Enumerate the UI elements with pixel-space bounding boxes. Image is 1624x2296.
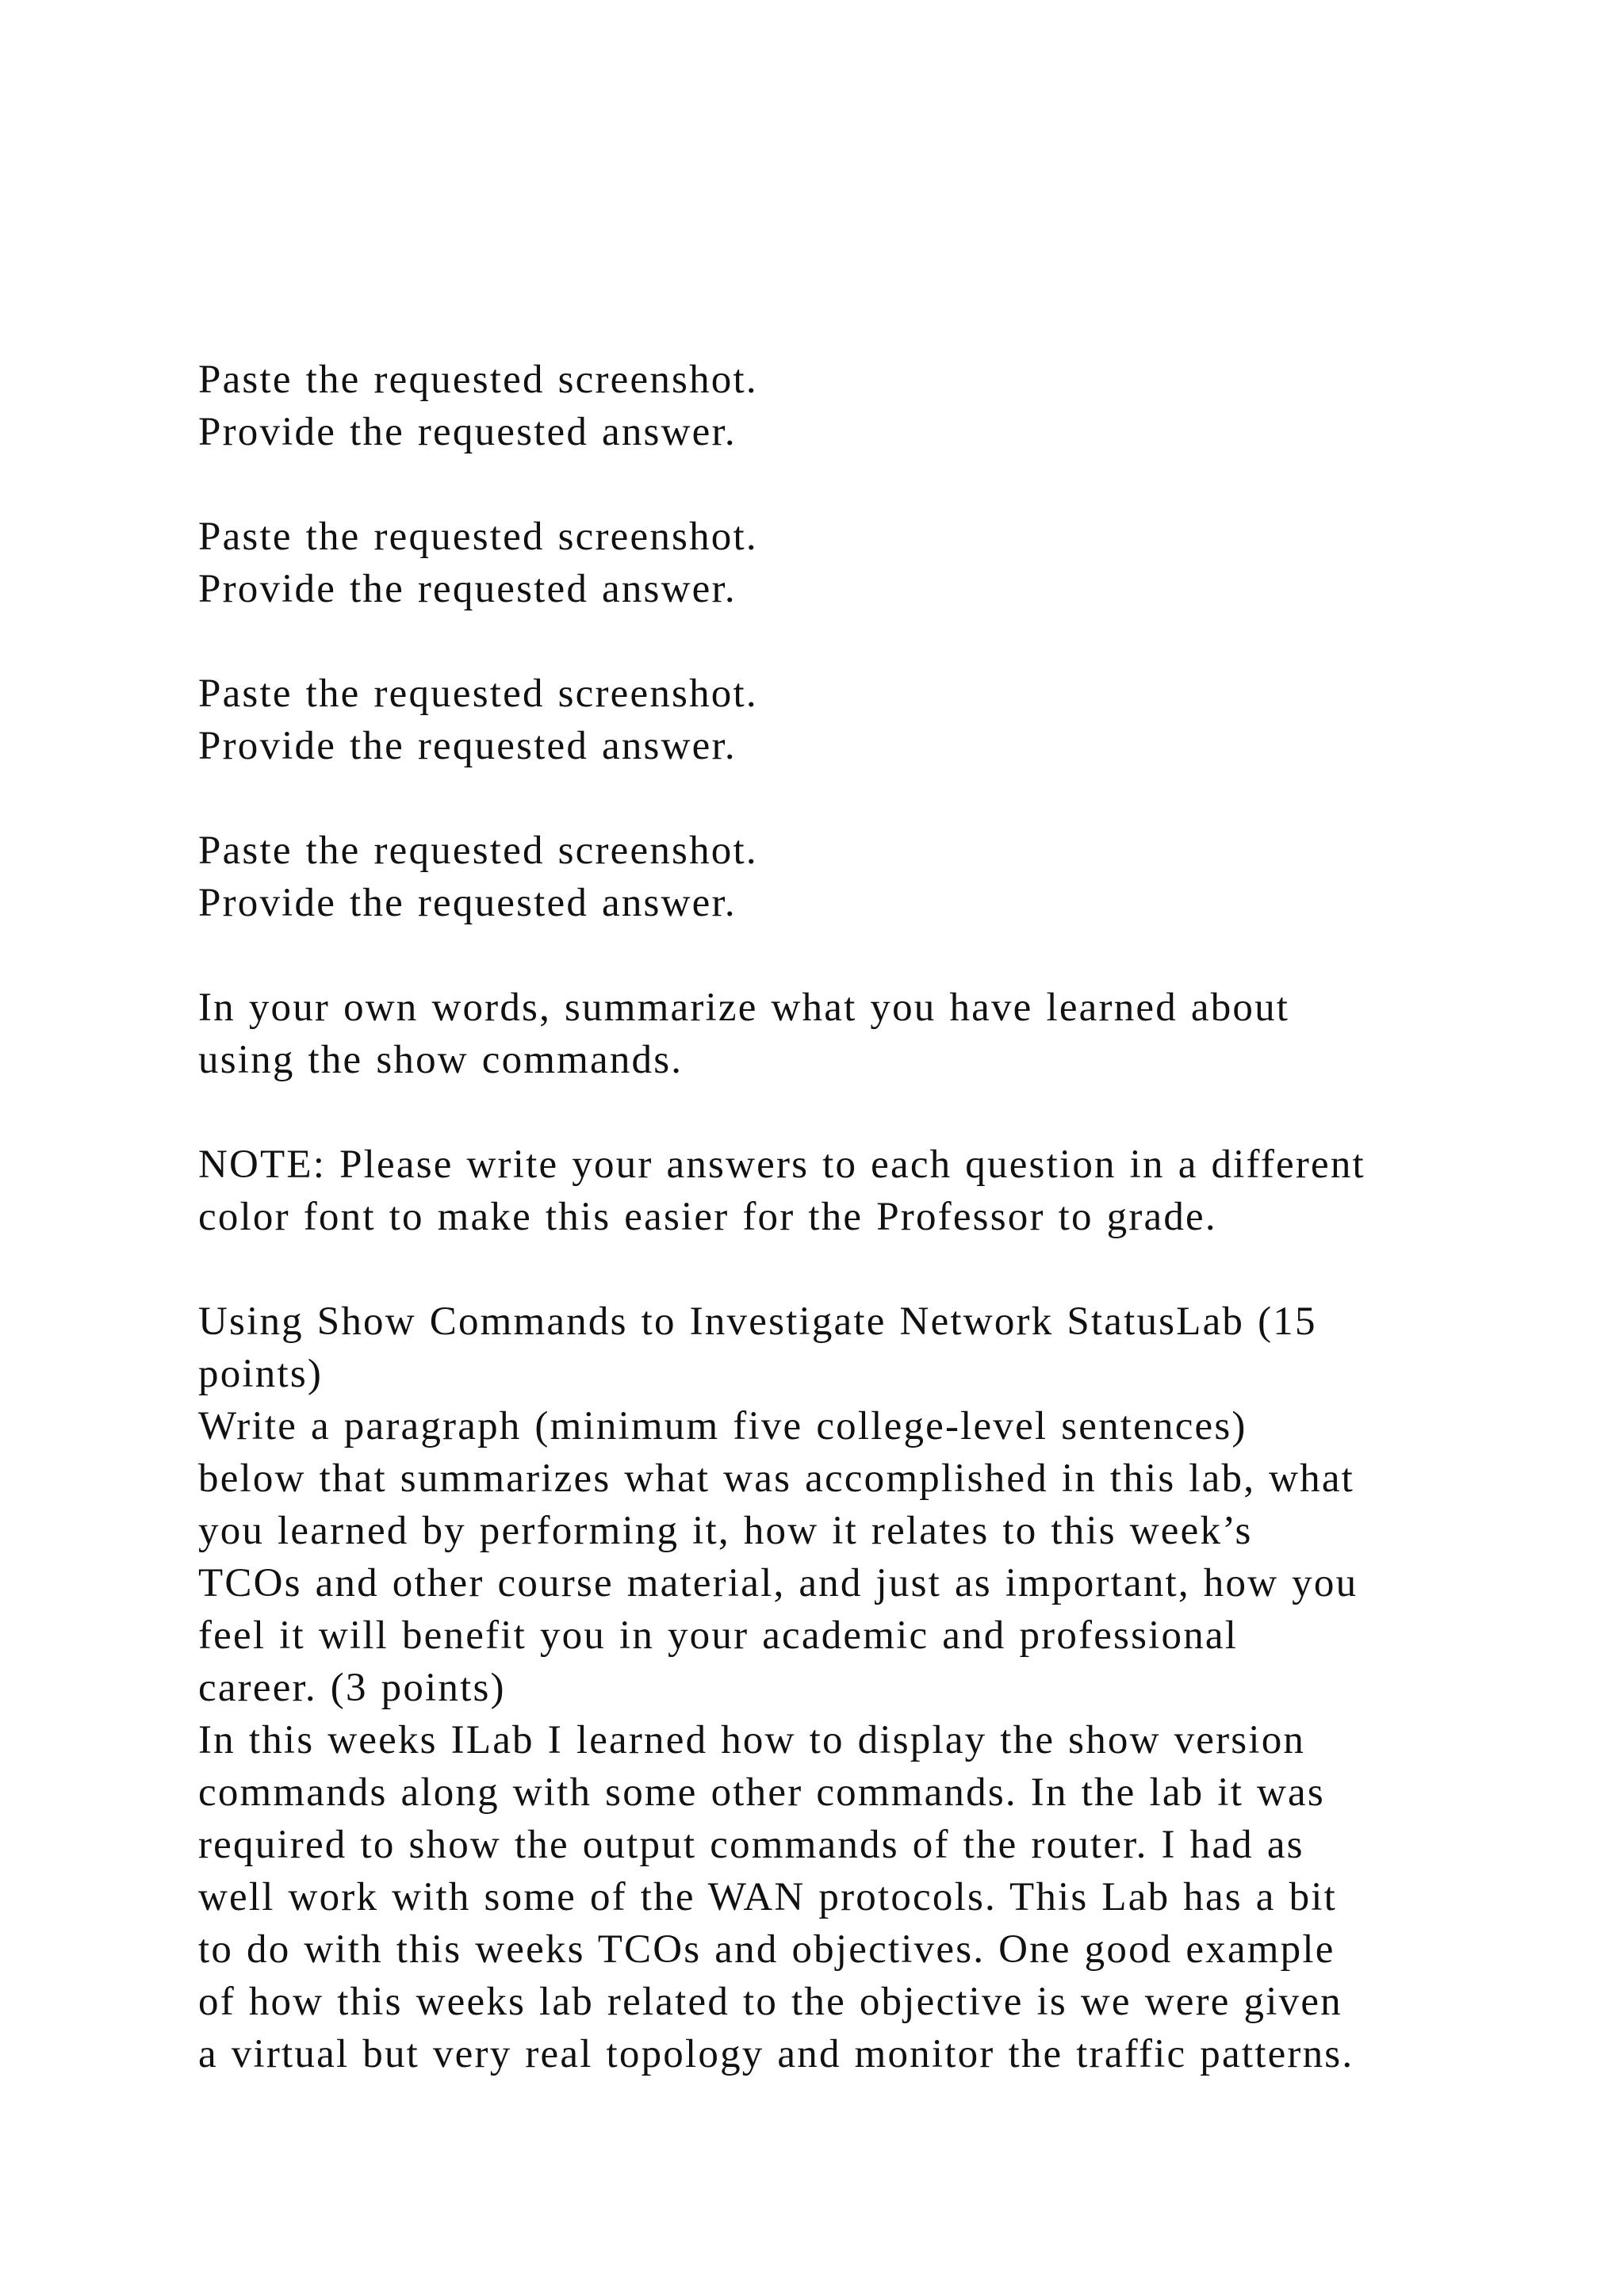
blank-line	[198, 458, 1530, 511]
answer-line: In this weeks ILab I learned how to display the show version	[198, 1718, 1306, 1762]
text-line: In your own words, summarize what you have learned about	[198, 985, 1290, 1030]
answer-line: a virtual but very real topology and monitor the traffic patterns.	[198, 2032, 1354, 2076]
answer-line: required to show the output commands of the router. I had as	[198, 1823, 1304, 1867]
answer-line: to do with this weeks TCOs and objectives. One good example	[198, 1927, 1335, 1972]
text-line: Paste the requested screenshot.	[198, 515, 758, 559]
note-line: NOTE: Please write your answers to each question in a different	[198, 1142, 1365, 1187]
lab-title-line: Using Show Commands to Investigate Network StatusLab (15	[198, 1299, 1317, 1344]
lab-title-line: points)	[198, 1352, 324, 1396]
blank-line	[198, 929, 1530, 982]
answer-line: well work with some of the WAN protocols. This Lab has a bit	[198, 1875, 1338, 1919]
text-line: Paste the requested screenshot.	[198, 828, 758, 873]
text-line: Provide the requested answer.	[198, 410, 737, 454]
instruction-line: feel it will benefit you in your academic and professional	[198, 1613, 1239, 1658]
blank-line	[198, 772, 1530, 825]
blank-line	[198, 1243, 1530, 1295]
text-line: using the show commands.	[198, 1038, 684, 1082]
document-page	[198, 354, 1530, 2080]
text-line: Paste the requested screenshot.	[198, 358, 758, 402]
note-line: color font to make this easier for the Professor to grade.	[198, 1195, 1217, 1239]
instruction-line: Write a paragraph (minimum five college-level sentences)	[198, 1404, 1247, 1448]
answer-line: commands along with some other commands. In the lab it was	[198, 1770, 1325, 1815]
blank-line	[198, 615, 1530, 668]
text-line: Paste the requested screenshot.	[198, 672, 758, 716]
blank-line	[198, 1086, 1530, 1138]
instruction-line: you learned by performing it, how it relates to this week’s	[198, 1509, 1253, 1553]
text-line: Provide the requested answer.	[198, 881, 737, 925]
instruction-line: career. (3 points)	[198, 1666, 506, 1710]
text-line: Provide the requested answer.	[198, 724, 737, 768]
instruction-line: TCOs and other course material, and just as important, how you	[198, 1561, 1358, 1605]
instruction-line: below that summarizes what was accomplished in this lab, what	[198, 1456, 1355, 1501]
answer-line: of how this weeks lab related to the objective is we were given	[198, 1980, 1342, 2024]
text-line: Provide the requested answer.	[198, 567, 737, 611]
